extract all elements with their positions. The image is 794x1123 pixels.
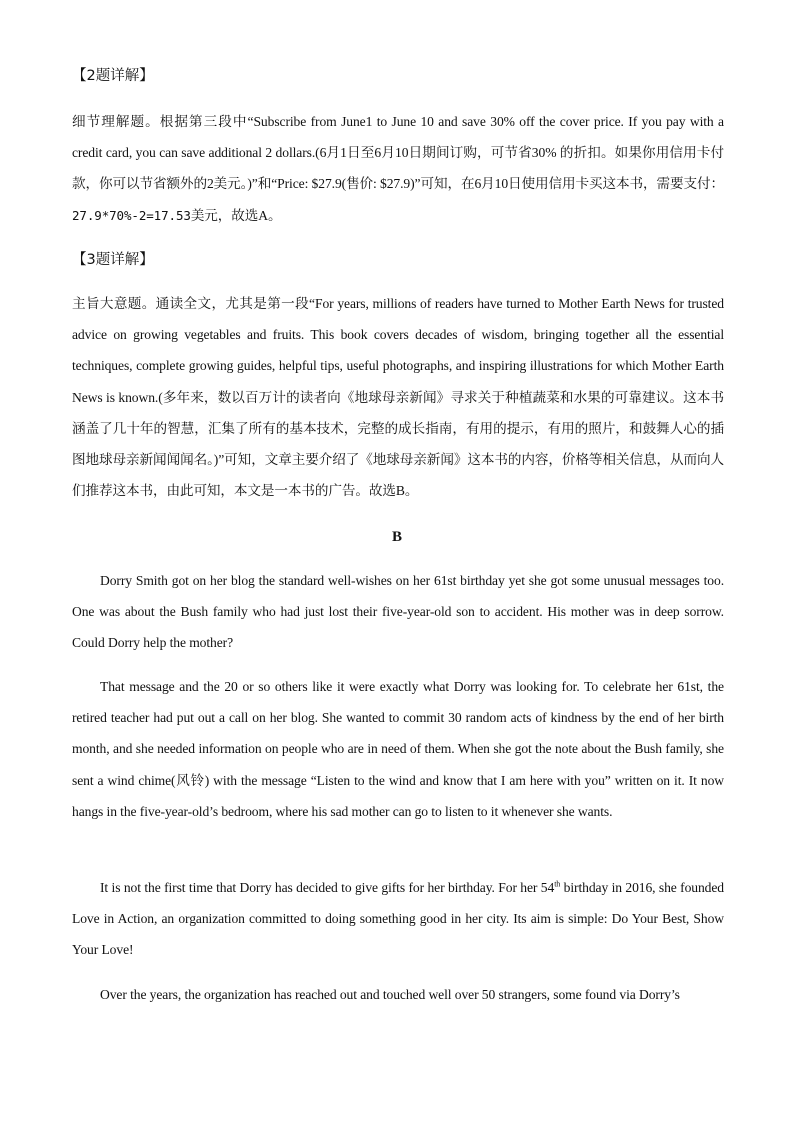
q2-heading: 【2题详解】 bbox=[72, 68, 154, 84]
section-b-title: B bbox=[391, 529, 402, 545]
q2-calculation: 27.9*70%-2=17.53 bbox=[72, 207, 191, 223]
passage-paragraph-2: That message and the 20 or so others like it were exactly what Dorry was looking for. To celebrate her 61st, the retired teacher had put out a call on her blog. She wanted to commit 30 random acts of kindness by the end of her birth month, and she needed information on people who are in need of them. When she got the note about the Bush family, she sent a wind chime(风铃) with the message “Listen to the wind and know that I am here with you” written on it. It now hangs in the five-year-old’s bedroom, where his sad mother can go to listen to it whenever she wants. bbox=[72, 679, 724, 819]
passage-paragraph-1: Dorry Smith got on her blog the standard well-wishes on her 61st birthday yet she got some unusual messages too. One was about the Bush family who had just lost their five-year-old son to accident. His mother was in deep sorrow. Could Dorry help the mother? bbox=[72, 573, 724, 651]
paragraph-3-text-cont: birthday in 2016, she founded Love in Action, an organization committed to doing something good in her city. Its aim is simple: Do Your Best, Show Your Love! bbox=[72, 880, 724, 958]
ordinal-suffix: th bbox=[554, 879, 561, 889]
q2-answer: 美元，故选A。 bbox=[190, 207, 282, 223]
passage-paragraph-4: Over the years, the organization has reached out and touched well over 50 strangers, some found via Dorry’s bbox=[100, 987, 680, 1002]
q2-text: 细节理解题。根据第三段中“Subscribe from June1 to June 10 and save 30% off the cover price. If you pay with a credit card, you can save additional 2 dollars.(6月1日至6月10日期间订购，可节省30% 的折扣。如果你用信用卡付款，你可以节省额外的2美元。)”和“Price: $27.9(售价: $27.9)”可知，在6月10日使用信用卡买这本书，需要支付： bbox=[72, 114, 724, 192]
q2-explanation bbox=[72, 106, 724, 231]
paragraph-3-text: It is not the first time that Dorry has decided to give gifts for her birthday. For her 54 bbox=[100, 880, 555, 895]
passage-paragraph-3 bbox=[72, 872, 724, 966]
q3-heading: 【3题详解】 bbox=[72, 252, 154, 268]
q3-explanation: 主旨大意题。通读全文，尤其是第一段“For years, millions of readers have turned to Mother Earth News for trusted advice on growing vegetables and fruits. This book covers decades of wisdom, bringing together all the essential techniques, complete growing guides, helpful tips, useful photographs, and inspiring illustrations for which Mother Earth News is known.(多年来，数以百万计的读者向《地球母亲新闻》寻求关于种植蔬菜和水果的可靠建议。这本书涵盖了几十年的智慧，汇集了所有的基本技术，完整的成长指南，有用的提示，有用的照片，和鼓舞人心的插图地球母亲新闻闻闻名。)”可知，文章主要介绍了《地球母亲新闻》这本书的内容，价格等相关信息，从而向人们推荐这本书，由此可知，本文是一本书的广告。故选B。 bbox=[72, 296, 724, 499]
